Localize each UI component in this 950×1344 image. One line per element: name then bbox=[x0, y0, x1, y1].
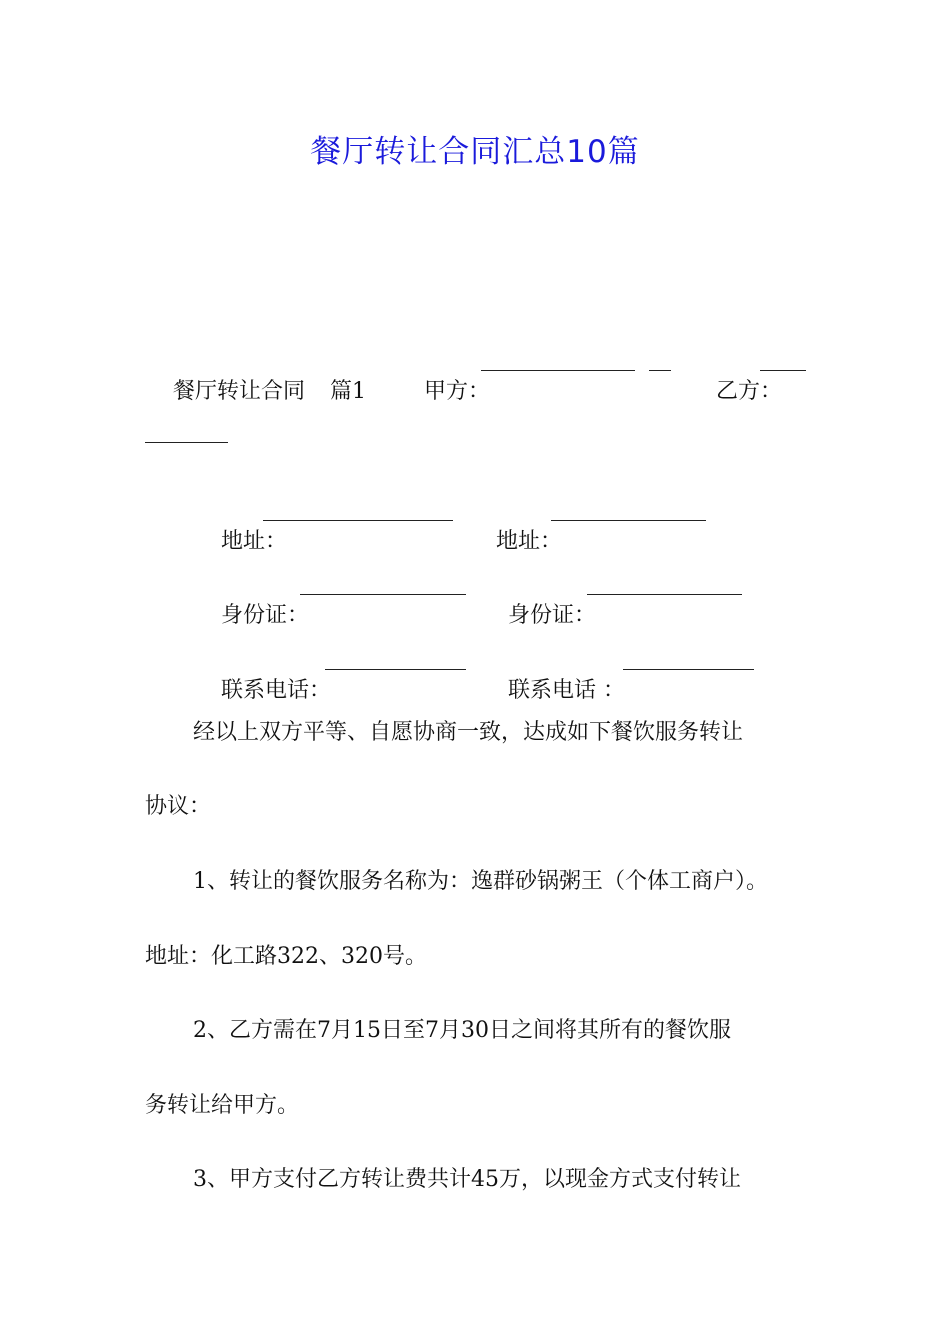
phone-a-blank bbox=[325, 647, 466, 670]
party-a-label: 甲方： bbox=[423, 379, 490, 404]
party-b-blank bbox=[760, 348, 806, 371]
clause-2-line-1: 2、乙方需在7月15日至7月30日之间将其所有的餐饮服 bbox=[193, 1018, 731, 1043]
address-a-blank bbox=[263, 498, 453, 521]
party-a-blank bbox=[481, 348, 635, 371]
section-number-wrap bbox=[302, 344, 366, 440]
clause-3-line-1: 3、甲方支付乙方转让费共计45万，以现金方式支付转让 bbox=[193, 1167, 741, 1192]
party-b-label: 乙方： bbox=[715, 379, 782, 404]
id-a-blank bbox=[300, 572, 466, 595]
phone-b-blank bbox=[623, 647, 754, 670]
phone-a-label: 联系电话： bbox=[220, 678, 331, 703]
id-b-label: 身份证： bbox=[507, 603, 596, 628]
address-a-label: 地址： bbox=[220, 529, 287, 554]
party-a-label-wrap bbox=[396, 344, 490, 440]
document-title: 餐厅转让合同汇总10篇 bbox=[310, 134, 640, 170]
party-b-blank-continued bbox=[145, 420, 228, 443]
address-b-label: 地址： bbox=[495, 529, 562, 554]
clause-1-line-1: 1、转让的餐饮服务名称为：逸群砂锅粥王（个体工商户）。 bbox=[193, 869, 768, 894]
address-b-blank bbox=[551, 498, 706, 521]
clause-2-line-2: 务转让给甲方。 bbox=[145, 1093, 300, 1118]
phone-b-label: 联系电话 ： bbox=[507, 678, 625, 703]
intro-paragraph-line-1: 经以上双方平等、自愿协商一致，达成如下餐饮服务转让 bbox=[193, 720, 744, 745]
id-a-label: 身份证： bbox=[220, 603, 309, 628]
party-a-blank-extra bbox=[649, 348, 671, 371]
section-number: 篇1 bbox=[329, 379, 366, 404]
intro-paragraph-line-2: 协议： bbox=[145, 794, 212, 819]
contract-heading: 餐厅转让合同 bbox=[172, 379, 305, 404]
clause-1-line-2: 地址：化工路322、320号。 bbox=[145, 944, 427, 969]
id-b-blank bbox=[587, 572, 742, 595]
